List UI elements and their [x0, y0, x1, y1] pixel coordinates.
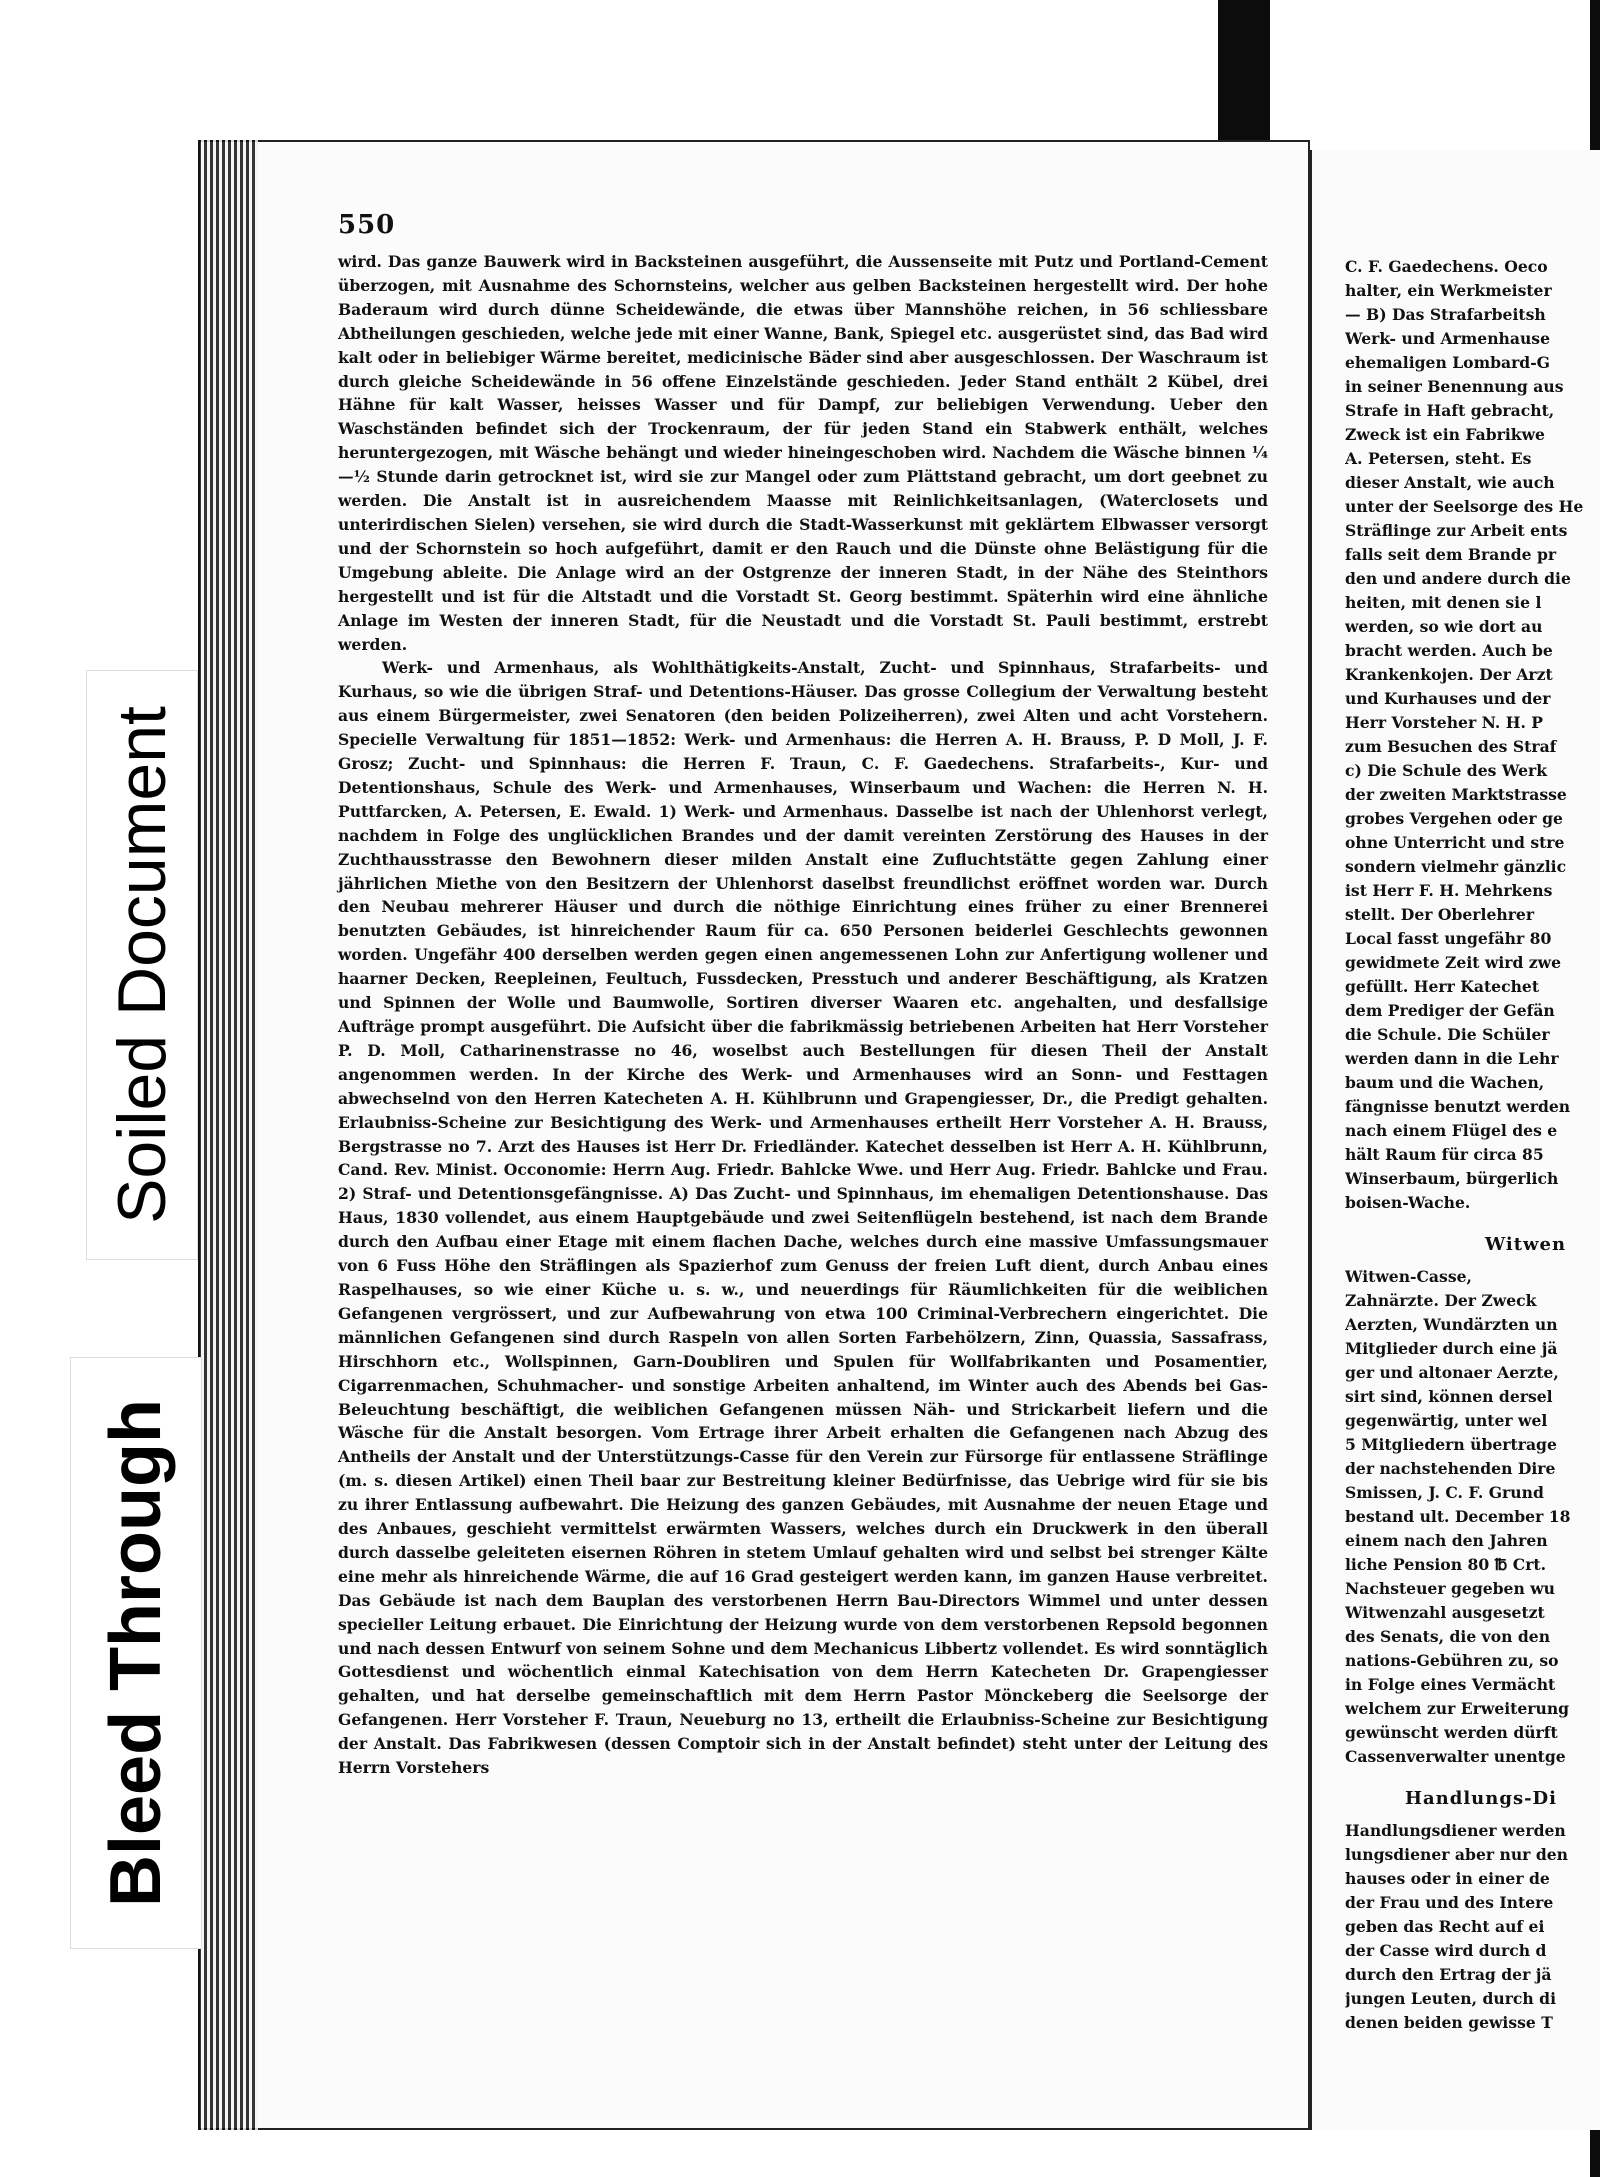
- right-text-line: sirt sind, können dersel: [1345, 1387, 1553, 1406]
- right-text-line: Werk- und Armenhause: [1345, 329, 1551, 348]
- right-text-line: bestand ult. December 18: [1345, 1507, 1571, 1526]
- right-text-line: baum und die Wachen,: [1345, 1073, 1545, 1092]
- right-text-line: in Folge eines Vermächt: [1345, 1675, 1556, 1694]
- right-text-line: des Senats, die von den: [1345, 1627, 1551, 1646]
- right-text-line: halter, ein Werkmeister: [1345, 281, 1552, 300]
- right-column-middle: [1345, 1265, 1600, 1769]
- bleed-through-text: Bleed Through: [96, 1399, 177, 1907]
- right-text-line: Smissen, J. C. F. Grund: [1345, 1483, 1544, 1502]
- paragraph-1: wird. Das ganze Bauwerk wird in Backsteinen ausgeführt, die Aussenseite mit Putz und Portland-Cement überzogen, mit Ausnahme des Schornsteins, welcher aus gelben Backsteinen hergestellt wird. Der hohe Baderaum wird durch dünne Scheidewände, die etwas über Mannshöhe reichen, in 56 schliessbare Abtheilungen geschieden, welche jede mit einer Wanne, Bank, Spiegel etc. ausgerüstet sind, das Bad wird kalt oder in beliebiger Wärme bereitet, medicinische Bäder sind aber ausgeschlossen. Der Waschraum ist durch gleiche Scheidewände in 56 offene Einzelstände geschieden. Jeder Stand enthält 2 Kübel, drei Hähne für kalt Wasser, heisses Wasser und für Dampf, zur beliebigen Verwendung. Ueber den Waschständen befindet sich der Trockenraum, der für jeden Stand ein Stabwerk enthält, welches heruntergezogen, mit Wäsche behängt und wieder hineingeschoben wird. Nachdem die Wäsche binnen ¼—½ Stunde darin getrocknet ist, wird sie zur Mangel oder zum Plättstand gebracht, um dort geebnet zu werden. Die Anstalt ist in ausreichendem Maasse mit Reinlichkeitsanlagen, (Waterclosets und unterirdischen Sielen) versehen, sie wird durch die Stadt-Wasserkunst mit geklärtem Elbwasser versorgt und der Schornstein so hoch aufgeführt, damit er den Rauch und die Dünste ohne Belästigung für die Umgebung ableite. Die Anlage wird an der Ostgrenze der inneren Stadt, in der Nähe des Steinthors hergestellt und ist für die Altstadt und die Vorstadt St. Georg bestimmt. Späterhin wird eine ähnliche Anlage im Westen der inneren Stadt, für die Neustadt und die Vorstadt St. Pauli bestimmt, erstrebt werden.: [338, 252, 1268, 654]
- right-text-line: durch den Ertrag der jä: [1345, 1965, 1552, 1984]
- right-text-line: Strafe in Haft gebracht,: [1345, 401, 1555, 420]
- right-text-line: ger und altonaer Aerzte,: [1345, 1363, 1559, 1382]
- right-text-line: den und andere durch die: [1345, 569, 1571, 588]
- section-heading-witwen: Witwen: [1485, 1234, 1567, 1255]
- right-text-line: nations-Gebühren zu, so: [1345, 1651, 1559, 1670]
- right-text-line: geben das Recht auf ei: [1345, 1917, 1545, 1936]
- right-text-line: lungsdiener aber nur den: [1345, 1845, 1568, 1864]
- right-text-line: Zweck ist ein Fabrikwe: [1345, 425, 1545, 444]
- right-text-line: die Schule. Die Schüler: [1345, 1025, 1550, 1044]
- right-text-line: Local fasst ungefähr 80: [1345, 929, 1552, 948]
- right-text-line: gegenwärtig, unter wel: [1345, 1411, 1548, 1430]
- right-text-line: grobes Vergehen oder ge: [1345, 809, 1563, 828]
- right-text-line: welchem zur Erweiterung: [1345, 1699, 1570, 1718]
- right-text-line: gefüllt. Herr Katechet: [1345, 977, 1540, 996]
- right-text-line: Herr Vorsteher N. H. P: [1345, 713, 1544, 732]
- right-text-line: ehemaligen Lombard-G: [1345, 353, 1551, 372]
- right-text-line: dieser Anstalt, wie auch: [1345, 473, 1555, 492]
- right-text-line: in seiner Benennung aus: [1345, 377, 1564, 396]
- right-text-line: Sträflinge zur Arbeit ents: [1345, 521, 1568, 540]
- right-text-line: Witwenzahl ausgesetzt: [1345, 1603, 1545, 1622]
- paragraph-2: Werk- und Armenhaus, als Wohlthätigkeits-Anstalt, Zucht- und Spinnhaus, Strafarbeits- und Kurhaus, so wie die übrigen Straf- und Detentions-Häuser. Das grosse Collegium der Verwaltung besteht aus einem Bürgermeister, zwei Senatoren (den beiden Polizeiherren), zwei Alten und acht Vorstehern. Specielle Verwaltung für 1851—1852: Werk- und Armenhaus: die Herren A. H. Brauss, P. D Moll, J. F. Grosz; Zucht- und Spinnhaus: die Herren F. Traun, C. F. Gaedechens. Strafarbeits-, Kur- und Detentionshaus, Schule des Werk- und Armenhauses, Winserbaum und Wachen: die Herren N. H. Puttfarcken, A. Petersen, E. Ewald. 1) Werk- und Armenhaus. Dasselbe ist nach der Uhlenhorst verlegt, nachdem in Folge des unglücklichen Brandes und der damit vereinten Zerstörung des Hauses in der Zuchthausstrasse den Bewohnern dieser milden Anstalt eine Zufluchtstätte gegen Zahlung einer jährlichen Miethe von den Besitzern der Uhlenhorst daselbst freundlichst eröffnet worden war. Durch den Neubau mehrerer Häuser und durch die nöthige Einrichtung eines früher zu einer Brennerei benutzten Gebäudes, ist hinreichender Raum für ca. 650 Personen beiderlei Geschlechts gewonnen worden. Ungefähr 400 derselben werden gegen einen angemessenen Lohn zur Anfertigung wollener und haarner Decken, Reepleinen, Feultuch, Fussdecken, Presstuch und anderer Beschäftigung, als Kratzen und Spinnen der Wolle und Baumwolle, Sortiren diverser Waaren etc. angehalten, und desfallsige Aufträge prompt ausgeführt. Die Aufsicht über die fabrikmässig betriebenen Arbeiten hat Herr Vorsteher P. D. Moll, Catharinenstrasse no 46, woselbst auch Bestellungen für diesen Theil der Anstalt angenommen werden. In der Kirche des Werk- und Armenhauses wird an Sonn- und Festtagen abwechselnd von den Herren Katecheten A. H. Kühlbrunn und Grapengiesser, Dr., die Predigt gehalten. Erlaubniss-Scheine zur Besichtigung des Werk- und Armenhauses ertheilt Herr Vorsteher A. H. Brauss, Bergstrasse no 7. Arzt des Hauses ist Herr Dr. Friedländer. Katechet desselben ist Herr A. H. Kühlbrunn, Cand. Rev. Minist. Occonomie: Herrn Aug. Friedr. Bahlcke Wwe. und Herr Aug. Friedr. Bahlcke und Frau. 2) Straf- und Detentionsgefängnisse. A) Das Zucht- und Spinnhaus, im ehemaligen Detentionshause. Das Haus, 1830 vollendet, aus einem Hauptgebäude und zwei Seitenflügeln bestehend, ist nach dem Brande durch den Aufbau einer Etage mit einem flachen Dache, welches durch eine massive Umfassungsmauer von 6 Fuss Höhe den Sträflingen als Spazierhof zum Genuss der freien Luft dient, durch Anbau eines Raspelhauses, so wie einer Küche u. s. w., und neuerdings für Räumlichkeiten für die weiblichen Gefangenen vergrössert, und zur Aufbewahrung von etwa 100 Criminal-Verbrechern eingerichtet. Die männlichen Gefangenen sind durch Raspeln von allen Sorten Farbehölzern, Zinn, Quassia, Sassafrass, Hirschhorn etc., Wollspinnen, Garn-Doubliren und Spulen für Wollfabrikanten und Posamentier, Cigarrenmachen, Schuhmacher- und sonstige Arbeiten anhaltend, im Winter auch des Abends bei Gas-Beleuchtung beschäftigt, die weiblichen Gefangenen müssen Näh- und Strickarbeit liefern und die Wäsche für die Anstalt besorgen. Vom Ertrage ihrer Arbeit erhalten die Gefangenen nach Abzug des Antheils der Anstalt und der Unterstützungs-Casse für den Verein zur Fürsorge für entlassene Sträflinge (m. s. diesen Artikel) einen Theil baar zur Bestreitung kleiner Bedürfnisse, das Uebrige wird für sie bis zu ihrer Entlassung aufbewahrt. Die Heizung des ganzen Gebäudes, mit Ausnahme der neuen Etage und des Anbaues, geschieht vermittelst erwärmten Wassers, welches durch ein Druckwerk in den überall durch dasselbe geleiteten eisernen Röhren in stetem Umlauf gehalten wird und selbst bei strenger Kälte eine mehr als hinreichende Wärme, die auf 16 Grad gesteigert werden kann, im ganzen Hause verbreitet. Das Gebäude ist nach dem Bauplan des verstorbenen Herrn Bau-Directors Wimmel und unter dessen specieller Leitung erbauet. Die Einrichtung der Heizung wurde von dem verstorbenen Repsold begonnen und nach dessen Entwurf von seinem Sohne und dem Mechanicus Libbertz vollendet. Es wird sonntäglich Gottesdienst und wöchentlich einmal Katechisation von dem Herrn Katecheten Dr. Grapengiesser gehalten, und hat derselbe gemeinschaftlich mit dem Herrn Pastor Mönckeberg die Seelsorge der Gefangenen. Herr Vorsteher F. Traun, Neueburg no 13, ertheilt die Erlaubniss-Scheine zur Besichtigung der Anstalt. Das Fabrikwesen (dessen Comptoir sich in der Anstalt befindet) steht unter der Leitung des Herrn Vorstehers: [338, 658, 1268, 1778]
- scan-border-top: [1218, 0, 1270, 150]
- right-text-line: hauses oder in einer de: [1345, 1869, 1550, 1888]
- right-text-line: werden dann in die Lehr: [1345, 1049, 1559, 1068]
- right-text-line: C. F. Gaedechens. Oeco: [1345, 257, 1548, 276]
- right-text-line: stellt. Der Oberlehrer: [1345, 905, 1535, 924]
- right-page-content: [1345, 255, 1600, 2035]
- right-text-line: Nachsteuer gegeben wu: [1345, 1579, 1555, 1598]
- right-text-line: Winserbaum, bürgerlich: [1345, 1169, 1559, 1188]
- right-text-line: Mitglieder durch eine jä: [1345, 1339, 1558, 1358]
- right-text-line: zum Besuchen des Straf: [1345, 737, 1557, 756]
- right-text-line: jungen Leuten, durch di: [1345, 1989, 1556, 2008]
- soiled-document-label: [86, 670, 198, 1260]
- right-text-line: werden, so wie dort au: [1345, 617, 1543, 636]
- right-text-line: hält Raum für circa 85: [1345, 1145, 1544, 1164]
- right-text-line: 5 Mitgliedern übertrage: [1345, 1435, 1557, 1454]
- right-text-line: boisen-Wache.: [1345, 1193, 1471, 1212]
- right-text-line: der Casse wird durch d: [1345, 1941, 1547, 1960]
- right-column-top: [1345, 255, 1600, 1215]
- right-text-line: dem Prediger der Gefän: [1345, 1001, 1555, 1020]
- right-column-bottom: [1345, 1819, 1600, 2035]
- right-text-line: heiten, mit denen sie l: [1345, 593, 1542, 612]
- right-text-line: c) Die Schule des Werk: [1345, 761, 1548, 780]
- right-text-line: gewidmete Zeit wird zwe: [1345, 953, 1562, 972]
- right-text-line: falls seit dem Brande pr: [1345, 545, 1557, 564]
- soiled-document-text: Soiled Document: [104, 706, 180, 1224]
- right-text-line: gewünscht werden dürft: [1345, 1723, 1558, 1742]
- right-text-line: der Frau und des Intere: [1345, 1893, 1554, 1912]
- right-text-line: der nachstehenden Dire: [1345, 1459, 1556, 1478]
- right-text-line: Krankenkojen. Der Arzt: [1345, 665, 1553, 684]
- left-page-content: [338, 210, 1268, 1780]
- right-text-line: denen beiden gewisse T: [1345, 2013, 1553, 2032]
- right-text-line: liche Pension 80 ℔ Crt.: [1345, 1555, 1547, 1574]
- right-text-line: Aerzten, Wundärzten un: [1345, 1315, 1558, 1334]
- right-text-line: unter der Seelsorge des He: [1345, 497, 1584, 516]
- right-text-line: Witwen-Casse,: [1345, 1267, 1472, 1286]
- right-text-line: nach einem Flügel des e: [1345, 1121, 1558, 1140]
- right-text-line: bracht werden. Auch be: [1345, 641, 1553, 660]
- body-text: [338, 250, 1268, 1780]
- right-text-line: und Kurhauses und der: [1345, 689, 1551, 708]
- right-text-line: ohne Unterricht und stre: [1345, 833, 1565, 852]
- right-text-line: ist Herr F. H. Mehrkens: [1345, 881, 1553, 900]
- right-text-line: A. Petersen, steht. Es: [1345, 449, 1532, 468]
- section-heading-handlungs: Handlungs-Di: [1405, 1788, 1557, 1809]
- right-text-line: fängnisse benutzt werden: [1345, 1097, 1571, 1116]
- bleed-through-label: [70, 1357, 202, 1949]
- right-text-line: einem nach den Jahren: [1345, 1531, 1548, 1550]
- page-number: 550: [338, 210, 396, 240]
- right-text-line: — B) Das Strafarbeitsh: [1345, 305, 1546, 324]
- right-text-line: sondern vielmehr gänzlic: [1345, 857, 1567, 876]
- right-text-line: Zahnärzte. Der Zweck: [1345, 1291, 1537, 1310]
- right-text-line: Handlungsdiener werden: [1345, 1821, 1566, 1840]
- right-text-line: der zweiten Marktstrasse: [1345, 785, 1567, 804]
- page-edge-stack: [198, 140, 258, 2130]
- right-text-line: Cassenverwalter unentge: [1345, 1747, 1566, 1766]
